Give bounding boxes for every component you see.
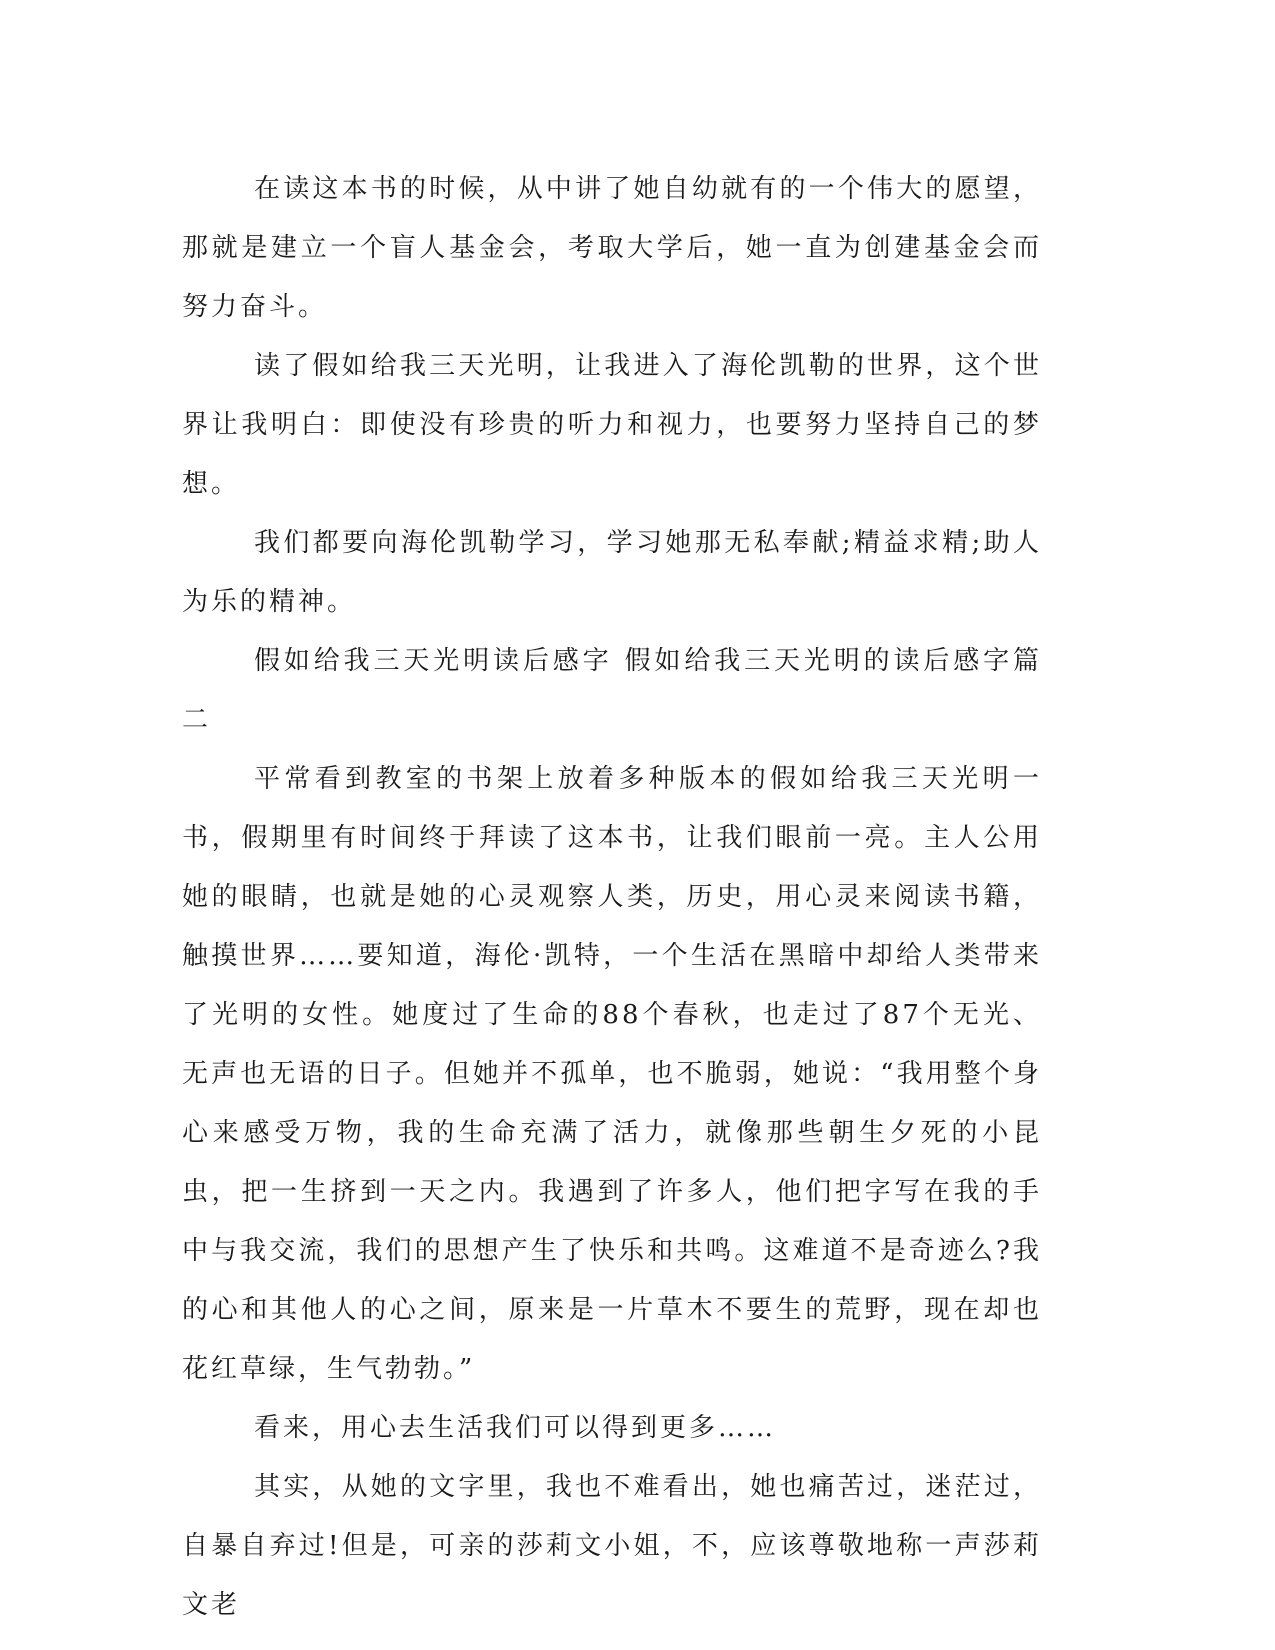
section-heading: 假如给我三天光明读后感字 假如给我三天光明的读后感字篇二	[182, 646, 1042, 735]
paragraph-4: 平常看到教室的书架上放着多种版本的假如给我三天光明一书，假期里有时间终于拜读了这本书，让我们眼前一亮。主人公用她的眼睛，也就是她的心灵观察人类，历史，用心灵来阅读书籍，触摸世界……要知道，海伦·凯特，一个生活在黑暗中却给人类带来了光明的女性。她度过了生命的88个春秋，也走过了87个无光、无声也无语的日子。但她并不孤单，也不脆弱，她说：“我用整个身心来感受万物，我的生命充满了活力，就像那些朝生夕死的小昆虫，把一生挤到一天之内。我遇到了许多人，他们把字写在我的手中与我交流，我们的思想产生了快乐和共鸣。这难道不是奇迹么?我的心和其他人的心之间，原来是一片草木不要生的荒野，现在却也花红草绿，生气勃勃。”	[182, 764, 1042, 1384]
paragraph-3: 我们都要向海伦凯勒学习，学习她那无私奉献;精益求精;助人为乐的精神。	[182, 528, 1042, 617]
paragraph-6: 其实，从她的文字里，我也不难看出，她也痛苦过，迷茫过，自暴自弃过!但是，可亲的莎莉文小姐，不，应该尊敬地称一声莎莉文老	[182, 1472, 1042, 1620]
paragraph-5: 看来，用心去生活我们可以得到更多……	[254, 1413, 777, 1443]
document-body	[182, 160, 1042, 1635]
paragraph-1: 在读这本书的时候，从中讲了她自幼就有的一个伟大的愿望，那就是建立一个盲人基金会，考取大学后，她一直为创建基金会而努力奋斗。	[182, 174, 1042, 322]
paragraph-2: 读了假如给我三天光明，让我进入了海伦凯勒的世界，这个世界让我明白：即使没有珍贵的听力和视力，也要努力坚持自己的梦想。	[182, 351, 1042, 499]
